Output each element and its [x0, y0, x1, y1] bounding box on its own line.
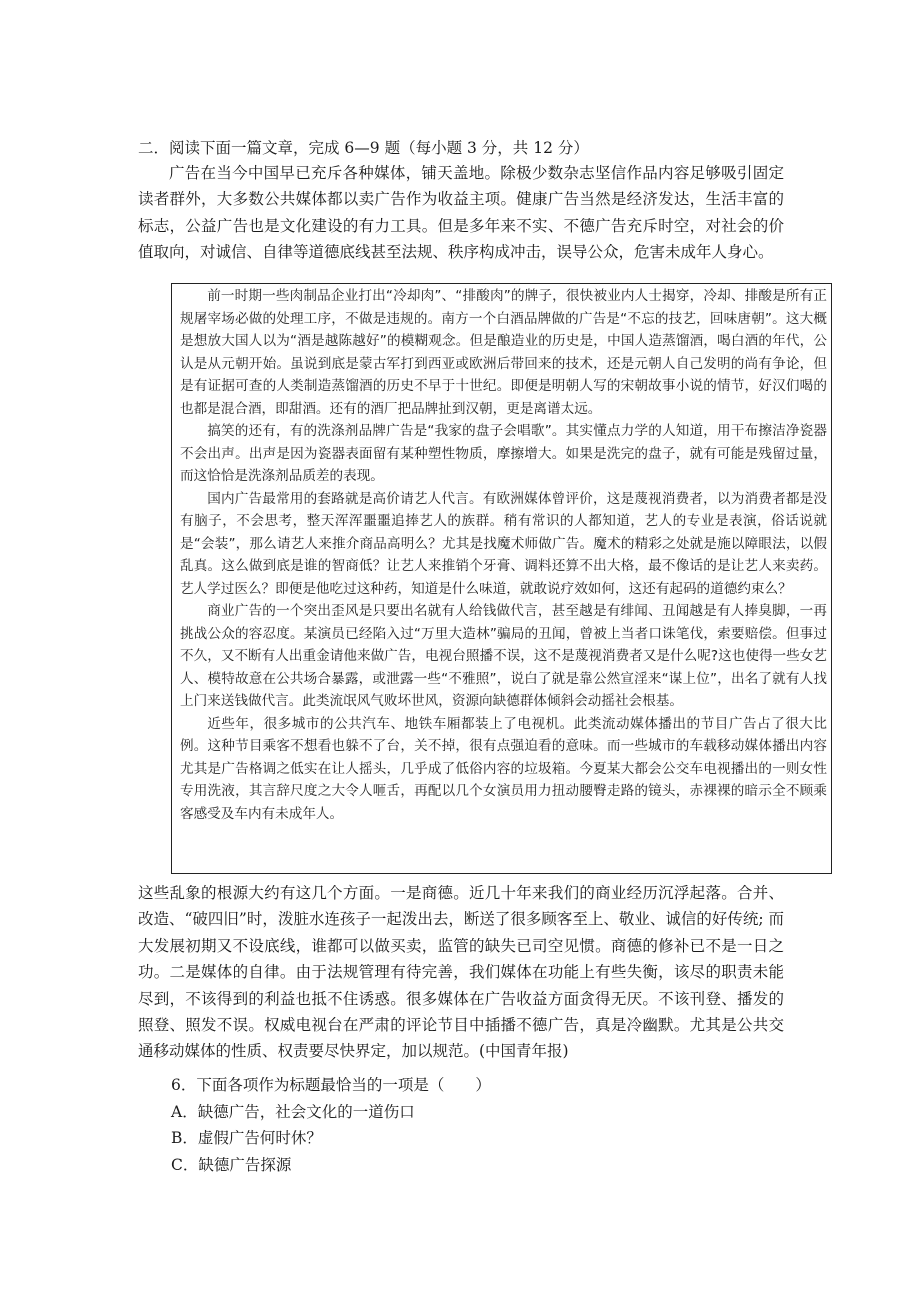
question-option-a: A．缺德广告，社会文化的一道伤口	[171, 1102, 415, 1121]
intro-paragraph: 广告在当今中国早已充斥各种媒体，铺天盖地。除极少数杂志坚信作品内容足够吸引固定读者群外，大多数公共媒体都以卖广告作为收益主项。健康广告当然是经济发达，生活丰富的标志，公益广告也是文化建设的有力工具。但是多年来不实、不德广告充斥时空，对社会的价值取向，对诚信、自律等道德底线甚至法规、秩序构成冲击，误导公众，危害未成年人身心。	[138, 164, 784, 262]
question-stem: 6．下面各项作为标题最恰当的一项是（ ）	[171, 1076, 491, 1094]
boxed-paragraph: 近些年，很多城市的公共汽车、地铁车厢都装上了电视机。此类流动媒体播出的节目广告占了很大比例。这种节目乘客不想看也躲不了台，关不掉，很有点强迫看的意味。而一些城市的车载移动媒体播出内容尤其是广告格调之低实在让人摇头，几乎成了低俗内容的垃圾箱。今夏某大都会公交车电视播出的一则女性专用洗液，其言辞尺度之大令人咂舌，再配以几个女演员用力扭动腰臀走路的镜头，赤裸裸的暗示全不顾乘客感受及车内有未成年人。	[180, 715, 827, 822]
question-block	[171, 1072, 771, 1178]
intro-section	[138, 160, 784, 266]
question-option-c: C．缺德广告探源	[171, 1155, 292, 1174]
boxed-paragraph: 商业广告的一个突出歪风是只要出名就有人给钱做代言，甚至越是有绯闻、丑闻越是有人捧臭脚，一再挑战公众的容忍度。某演员已经陷入过“万里大造林”骗局的丑闻，曾被上当者口诛笔伐，索要赔偿。但事过不久，又不断有人出重金请他来做广告，电视台照播不误，这不是蔑视消费者又是什么呢?这也使得一些女艺人、模特故意在公共场合暴露，或泄露一些“不雅照”，说白了就是靠公然宣淫来“谋上位”，出名了就有人找上门来送钱做代言。此类流氓风气败坏世风，资源向缺德群体倾斜会动摇社会根基。	[180, 603, 827, 709]
closing-section	[138, 880, 784, 1065]
closing-paragraph: 这些乱象的根源大约有这几个方面。一是商德。近几十年来我们的商业经历沉浮起落。合并、改造、“破四旧”时，泼脏水连孩子一起泼出去，断送了很多顾客至上、敬业、诚信的好传统; 而大发展初期又不设底线，谁都可以做买卖，监管的缺失已司空见惯。商德的修补已不是一日之功。二是媒体的自律。由于法规管理有待完善，我们媒体在功能上有些失衡，该尽的职责未能尽到，不该得到的利益也抵不住诱惑。很多媒体在广告收益方面贪得无厌。不该刊登、播发的照登、照发不误。权威电视台在严肃的评论节目中插播不德广告，真是冷幽默。尤其是公共交通移动媒体的性质、权责要尽快界定，加以规范。(中国青年报)	[138, 884, 785, 1061]
section-heading: 二．阅读下面一篇文章，完成 6—9 题（每小题 3 分，共 12 分）	[138, 139, 589, 157]
boxed-paragraph: 前一时期一些肉制品企业打出“冷却肉”、“排酸肉”的牌子，很快被业内人士揭穿，冷却、排酸是所有正规屠宰场必做的处理工序，不做是违规的。南方一个白酒品牌做的广告是“不忘的技艺，回味唐朝”。这大概是想放大国人以为“酒是越陈越好”的模糊观念。但是酿造业的历史是，中国人造蒸馏酒，喝白酒的年代，公认是从元朝开始。虽说到底是蒙古军打到西亚或欧洲后带回来的技术，还是元朝人自己发明的尚有争论，但是有证据可查的人类制造蒸馏酒的历史不早于十世纪。即便是明朝人写的宋朝故事小说的情节，好汉们喝的也都是混合酒，即甜酒。还有的酒厂把品牌扯到汉朝，更是离谱太远。	[180, 288, 827, 417]
boxed-paragraph: 搞笑的还有，有的洗涤剂品牌广告是“我家的盘子会唱歌”。其实懂点力学的人知道，用干布擦洁净瓷器不会出声。出声是因为瓷器表面留有某种塑性物质，摩擦增大。如果是洗完的盘子，就有可能是残留过量，而这恰恰是洗涤剂品质差的表现。	[180, 423, 827, 484]
boxed-passage	[171, 283, 832, 874]
boxed-paragraph: 国内广告最常用的套路就是高价请艺人代言。有欧洲媒体曾评价，这是蔑视消费者，以为消费者都是没有脑子，不会思考，整天浑浑噩噩追捧艺人的族群。稍有常识的人都知道，艺人的专业是表演，俗话说就是“会装”，那么请艺人来推介商品高明么？尤其是找魔术师做广告。魔术的精彩之处就是施以障眼法，以假乱真。这么做到底是谁的智商低？让艺人来推销个牙膏、调料还算不出大格，最不像话的是让艺人来卖药。艺人学过医么？即便是他吃过这种药，知道是什么味道，就敢说疗效如何，这还有起码的道德约束么？	[180, 490, 827, 597]
question-option-b: B．虚假广告何时休？	[171, 1129, 322, 1148]
